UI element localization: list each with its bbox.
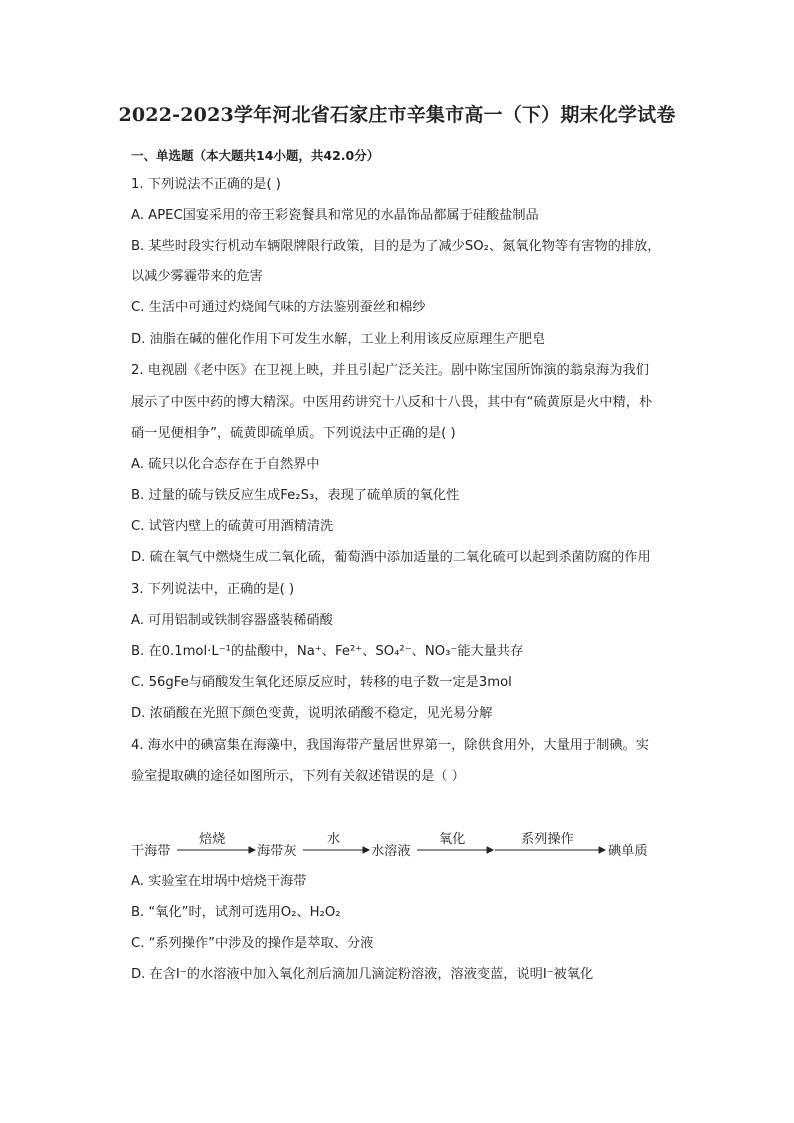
flow-node-dry-kelp: 干海带 bbox=[131, 844, 171, 859]
q1-option-b-cont: 以减少雾霾带来的危害 bbox=[131, 269, 263, 284]
q2-option-d: D. 硫在氧气中燃烧生成二氧化硫，葡萄酒中添加适量的二氧化硫可以起到杀菌防腐的作用 bbox=[131, 550, 651, 565]
arrow-series-ops-head bbox=[599, 847, 605, 853]
q4-option-b: B. “氧化”时，试剂可选用O₂、H₂O₂ bbox=[131, 905, 341, 920]
flow-node-solution: 水溶液 bbox=[371, 844, 411, 859]
iodine-extraction-flowchart bbox=[131, 828, 661, 862]
q2-stem-line1: 2. 电视剧《老中医》在卫视上映，并且引起广泛关注。剧中陈宝国所饰演的翁泉海为我们 bbox=[131, 363, 649, 378]
flow-label-roast: 焙烧 bbox=[199, 832, 226, 847]
flow-node-iodine: 碘单质 bbox=[608, 844, 648, 859]
q3-option-b: B. 在0.1mol·L⁻¹的盐酸中，Na⁺、Fe²⁺、SO₄²⁻、NO₃⁻能大量共存 bbox=[131, 644, 524, 659]
q3-option-a: A. 可用铝制或铁制容器盛装稀硝酸 bbox=[131, 613, 333, 628]
q2-stem-line2: 展示了中医中药的博大精深。中医用药讲究十八反和十八畏，其中有“硫黄原是火中精，朴 bbox=[131, 395, 653, 410]
q3-option-d: D. 浓硝酸在光照下颜色变黄，说明浓硝酸不稳定，见光易分解 bbox=[131, 706, 493, 721]
q4-option-a: A. 实验室在坩埚中焙烧干海带 bbox=[131, 874, 307, 889]
arrow-water-head bbox=[363, 847, 369, 853]
flow-label-water: 水 bbox=[327, 832, 341, 847]
flow-label-series-ops: 系列操作 bbox=[521, 832, 574, 847]
q3-option-c: C. 56gFe与硝酸发生氧化还原反应时，转移的电子数一定是3mol bbox=[131, 675, 512, 690]
q1-stem: 1. 下列说法不正确的是( ) bbox=[131, 177, 281, 192]
q3-stem: 3. 下列说法中，正确的是( ) bbox=[131, 582, 295, 597]
arrow-oxidize-head bbox=[487, 847, 493, 853]
q4-stem-line1: 4. 海水中的碘富集在海藻中，我国海带产量居世界第一，除供食用外，大量用于制碘。实 bbox=[131, 738, 649, 753]
q2-option-c: C. 试管内壁上的硫黄可用酒精清洗 bbox=[131, 519, 334, 534]
arrow-roast-head bbox=[249, 847, 255, 853]
q2-stem-line3: 硝一见便相争”，硫黄即硫单质。下列说法中正确的是( ) bbox=[131, 426, 456, 441]
q1-option-a: A. APEC国宴采用的帝王彩瓷餐具和常见的水晶饰品都属于硅酸盐制品 bbox=[131, 208, 539, 223]
q4-option-c: C. “系列操作”中涉及的操作是萃取、分液 bbox=[131, 936, 374, 951]
q4-option-d: D. 在含I⁻的水溶液中加入氧化剂后滴加几滴淀粉溶液，溶液变蓝，说明I⁻被氧化 bbox=[131, 967, 594, 982]
q1-option-c: C. 生活中可通过灼烧闻气味的方法鉴别蚕丝和棉纱 bbox=[131, 300, 426, 315]
q4-stem-line2: 验室提取碘的途径如图所示，下列有关叙述错误的是（ ） bbox=[131, 769, 465, 784]
q1-option-d: D. 油脂在碱的催化作用下可发生水解，工业上利用该反应原理生产肥皂 bbox=[131, 332, 546, 347]
q2-option-a: A. 硫只以化合态存在于自然界中 bbox=[131, 457, 320, 472]
flow-label-oxidize: 氧化 bbox=[439, 832, 466, 847]
q2-option-b: B. 过量的硫与铁反应生成Fe₂S₃，表现了硫单质的氧化性 bbox=[131, 488, 460, 503]
page-title: 2022-2023学年河北省石家庄市辛集市高一（下）期末化学试卷 bbox=[118, 104, 676, 126]
q1-option-b: B. 某些时段实行机动车辆限牌限行政策，目的是为了减少SO₂、氮氧化物等有害物的排放， bbox=[131, 239, 661, 254]
flow-node-kelp-ash: 海带灰 bbox=[257, 844, 297, 859]
section-heading: 一、单选题（本大题共14小题，共42.0分） bbox=[131, 148, 380, 163]
